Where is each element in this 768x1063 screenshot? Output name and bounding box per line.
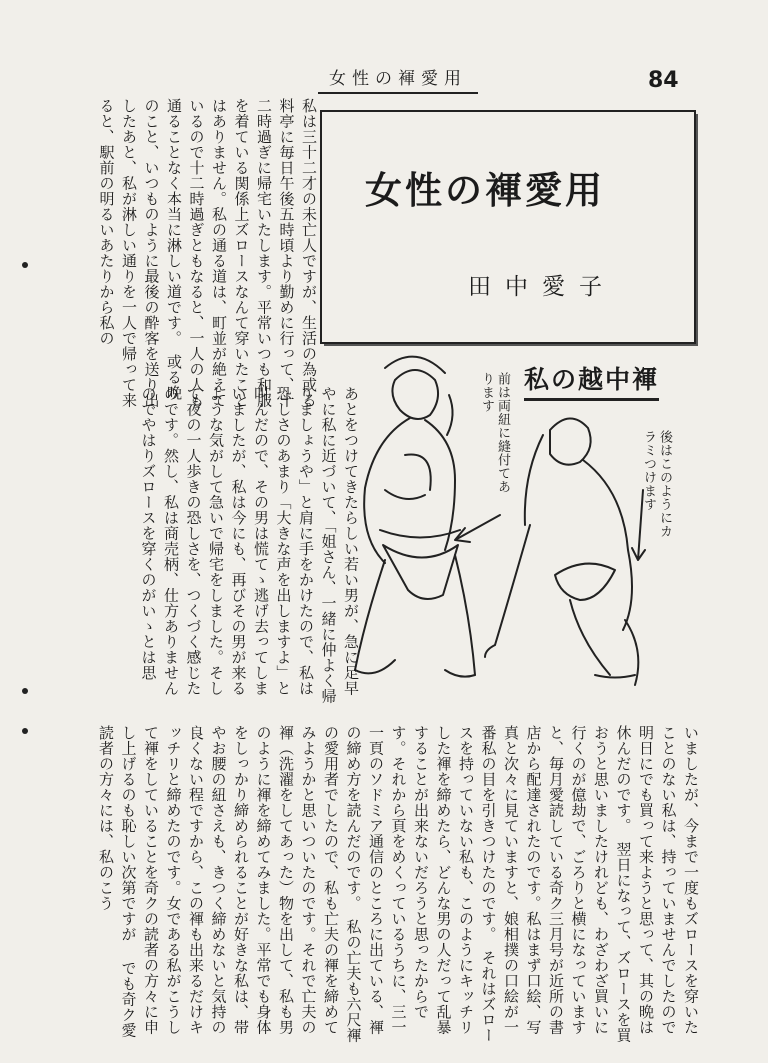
body-text-column-2: あとをつけてきたらしい若い男が、急に足早やに私に近づいて、「姐さん、一緒に仲よく帰りましょうや」と肩に手をかけたので、私は恐しさのあまり「大きな声を出しますよ」と叫んだので、その男は慌てゝ逃げ去ってしまいましたが、私は今にも、再びその男が来るような気がして急いで帰宅をしました。そして夜の一人歩きの恐しさを、つくづく感じたのです。然し、私は商売柄、仕方ありませんのでやはりズロースを穿くのがいゝとは思 xyxy=(139,386,360,704)
binding-hole-mark xyxy=(22,262,28,268)
binding-hole-mark xyxy=(22,728,28,734)
body-text-column-1: 私は三十二才の未亡人ですが、生活の為或る料亭に毎日午後五時頃より勤めに行って、十二時過ぎに帰宅いたします。平常いつも和服を着ている関係上ズロースなんて穿いたことはありません。私の通る道は、町並が絶えているので十二時過ぎともなると、一人の人も通ることなく本当に淋しい道です。 或る晩のこと、いつものように最後の酔客を送り出したあと、私が淋しい通りを一人で帰って来ると、駅前の明るいあたりから私の xyxy=(97,98,318,408)
title-box xyxy=(320,110,696,344)
left-figure-head xyxy=(392,370,438,419)
right-figure-head xyxy=(550,418,591,464)
article-title: 女性の褌愛用 xyxy=(365,168,605,212)
illustration-note-front: 前は両紐に縫付てあります xyxy=(479,372,510,494)
body-text-column-3: いましたが、今まで一度もズロースを穿いたことのない私は、持っていませんでしたので明日にでも買って来ようと思って、其の晩は休んだのです。 翌日になって、ズロースを買おうと思いましたけれども、わざわざ買いに行くのが億劫で、ごろりと横になっていますと、毎月愛読している奇ク三月号が近所の書店から配達されたのです。私はまず口絵、写真と次々に見ていますと、娘相撲の口絵が一番私の目を引きつけたのです。 それはズロースを持っていない私も、このようにキッチリした褌を締めたら、どんな男の人だって乱暴することが出来ないだろうと思ったからです。それから頁をめくっているうちに、三一一頁のソドミア通信のところに出ている、褌の締め方を読んだのです。 私の亡夫も六尺褌の愛用者でしたので、私も亡夫の褌を締めてみようかと思いついたのです。それで亡夫の褌（洗濯をしてあった）物を出して、私も男のように褌を締めてみました。平常でも身体をしっかり締められることが好きな私は、帯やお腰の紐さえも、きつく締めないと気持の良くない程ですから、この褌も出来るだけキッチリと締めたのです。女である私がこうして褌をしていることを奇クの読者の方々に申し上げるのも恥しい次第ですが でも奇ク愛読者の方々には、私のこう xyxy=(97,725,700,1043)
page-number: 84 xyxy=(648,68,679,93)
illustration-note-back: 後はこのようにカラミつけます xyxy=(641,430,672,538)
running-header: 女性の褌愛用 xyxy=(318,64,478,94)
illustration-title: 私の越中褌 xyxy=(524,360,659,401)
article-author: 田中愛子 xyxy=(468,274,616,300)
binding-hole-mark xyxy=(22,688,28,694)
